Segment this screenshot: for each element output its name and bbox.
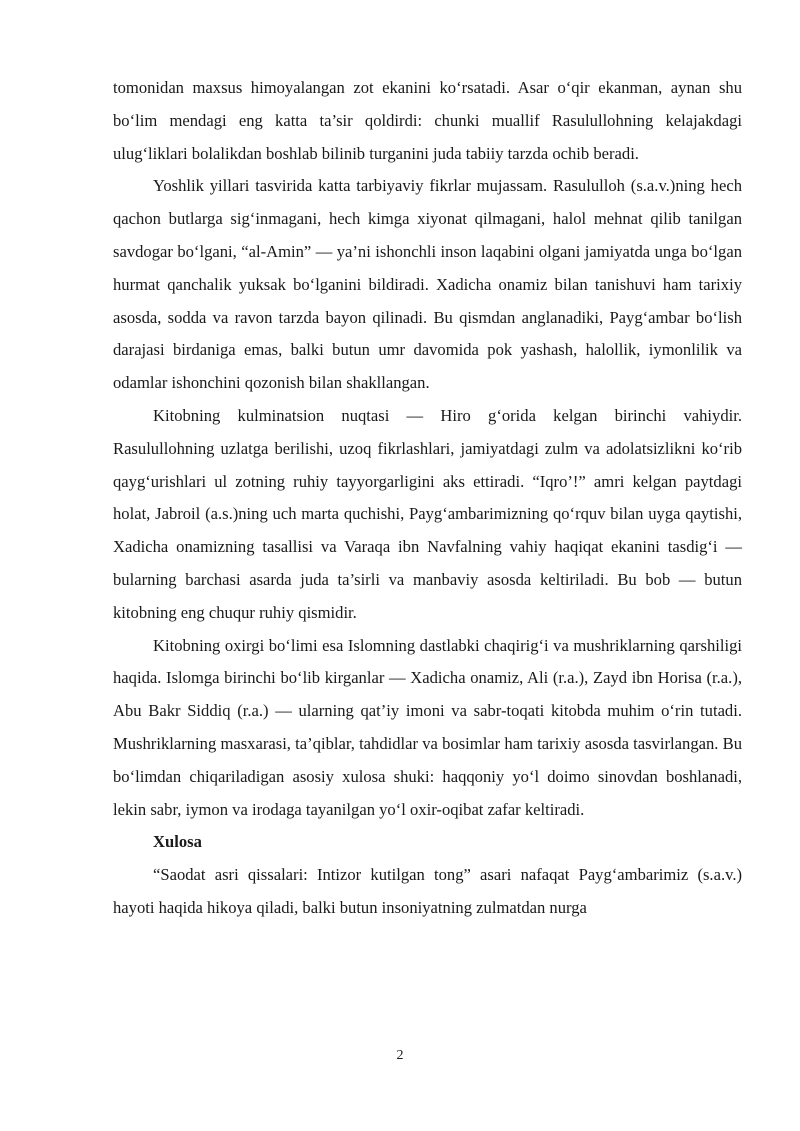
paragraph-youth-years: Yoshlik yillari tasvirida katta tarbiyaviy fikrlar mujassam. Rasululloh (s.a.v.)ning hech qachon butlarga sig‘inmagani, hech kimga xiyonat qilmagani, halol mehnat qilib tanilgan savdogar bo‘lgani, “al-Amin” — ya’ni ishonchli inson laqabini olgani jamiyatda unga bo‘lgan hurmat qanchalik yuksak bo‘lganini bildiradi. Xadicha onamiz bilan tanishuvi ham tarixiy asosda, sodda va ravon tarzda bayon qilinadi. Bu qismdan anglanadiki, Payg‘ambar bo‘lish darajasi birdaniga emas, balki butun umr davomida pok yashash, halollik, iymonlilik va odamlar ishonchini qozonish bilan shakllangan.: [113, 176, 742, 393]
page-number: 2: [396, 1048, 404, 1063]
body-text: [113, 72, 742, 925]
paragraph-continued: tomonidan maxsus himoyalangan zot ekanini ko‘rsatadi. Asar o‘qir ekanman, aynan shu bo‘lim mendagi eng katta ta’sir qoldirdi: chunki muallif Rasulullohning kelajakdagi ulug‘liklari bolalikdan boshlab bilinib turganini juda tabiiy tarzda ochib beradi.: [113, 78, 742, 163]
section-heading-conclusion: Xulosa: [153, 832, 202, 852]
paragraph-conclusion: “Saodat asri qissalari: Intizor kutilgan tong” asari nafaqat Payg‘ambarimiz (s.a.v.) hayoti haqida hikoya qiladi, balki butun insoniyatning zulmatdan nurga: [113, 865, 742, 917]
paragraph-culmination: Kitobning kulminatsion nuqtasi — Hiro g‘orida kelgan birinchi vahiydir. Rasulullohning uzlatga berilishi, uzoq fikrlashlari, jamiyatdagi zulm va adolatsizlikni ko‘rib qayg‘urishlari ul zotning ruhiy tayyorgarligini aks ettiradi. “Iqro’!” amri kelgan paytdagi holat, Jabroil (a.s.)ning uch marta quchishi, Payg‘ambarimizning qo‘rquv bilan uyga qaytishi, Xadicha onamizning tasallisi va Varaqa ibn Navfalning vahiy haqiqat ekanini tasdig‘i — bularning barchasi asarda juda ta’sirli va manbaviy asosda keltiriladi. Bu bob — butun kitobning eng chuqur ruhiy qismidir.: [113, 405, 742, 622]
paragraph-final-section: Kitobning oxirgi bo‘limi esa Islomning dastlabki chaqirig‘i va mushriklarning qarshiligi haqida. Islomga birinchi bo‘lib kirganlar — Xadicha onamiz, Ali (r.a.), Zayd ibn Horisa (r.a.), Abu Bakr Siddiq (r.a.) — ularning qat’iy imoni va sabr-toqati kitobda muhim o‘rin tutadi. Mushriklarning masxarasi, ta’qiblar, tahdidlar va bosimlar ham tarixiy asosda tasvirlangan. Bu bo‘limdan chiqariladigan asosiy xulosa shuki: haqqoniy yo‘l doimo sinovdan boshlanadi, lekin sabr, iymon va irodaga tayanilgan yo‘l oxir-oqibat zafar keltiradi.: [113, 635, 742, 819]
